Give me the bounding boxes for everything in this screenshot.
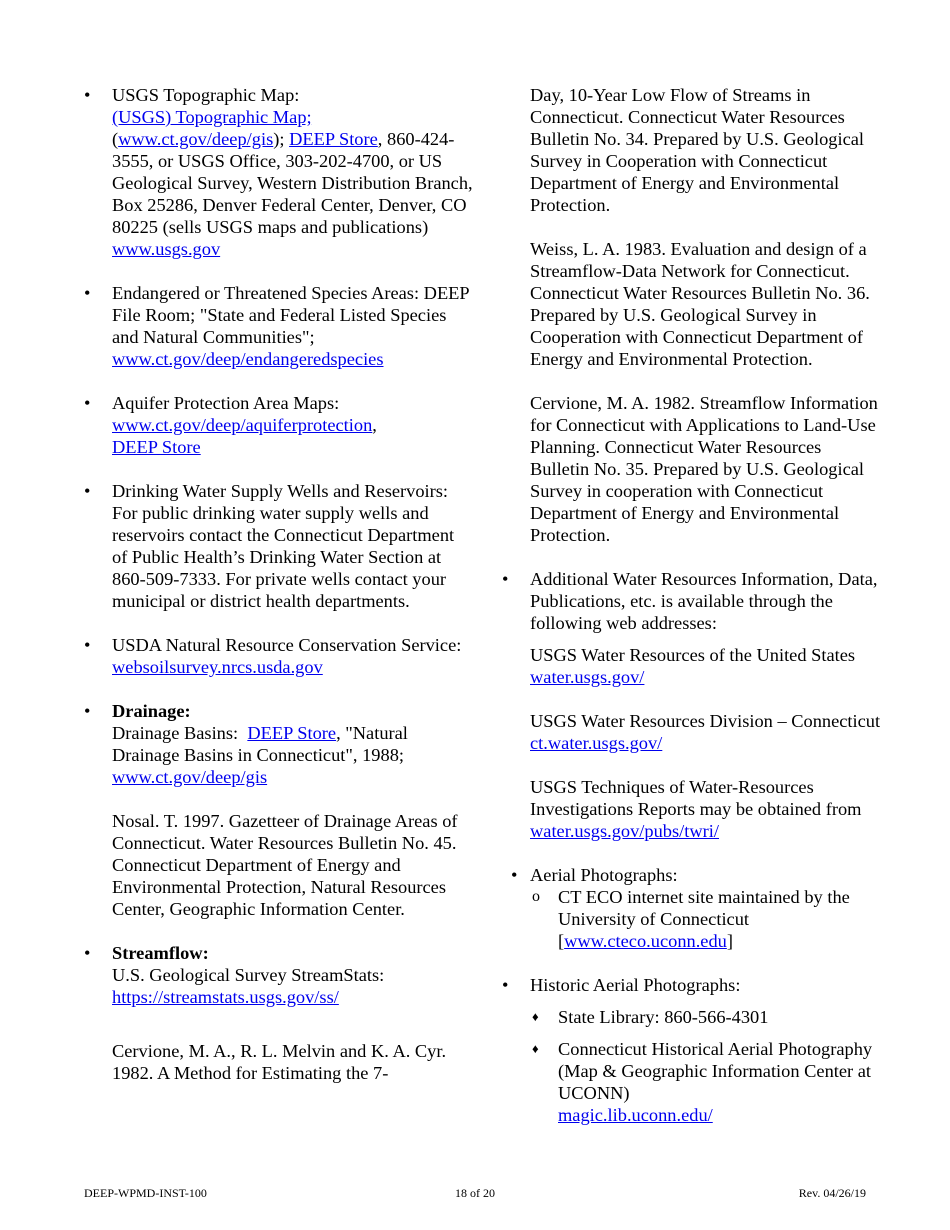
twri-resource xyxy=(502,776,882,842)
usgs-ct-resource xyxy=(502,710,890,754)
diamond-bullet-icon: ♦ xyxy=(532,1041,539,1056)
ct-water-usgs-link[interactable]: ct.water.usgs.gov/ xyxy=(530,733,663,753)
topo-open-paren: ( xyxy=(112,129,119,149)
twri-text: USGS Techniques of Water-Resources Investigations Reports may be obtained from xyxy=(530,777,862,819)
bullet-icon: • xyxy=(84,701,91,721)
uconn-text: Connecticut Historical Aerial Photography (Map & Geographic Information Center at UCONN) xyxy=(558,1039,873,1103)
state-library-text: State Library: 860-566-4301 xyxy=(558,1007,769,1027)
historic-sub-item-state-library xyxy=(530,1006,882,1028)
additional-text: Additional Water Resources Information, Data, Publications, etc. is available through the following web addresses: xyxy=(530,569,878,633)
list-item-drinking-water xyxy=(84,480,474,612)
bullet-icon: • xyxy=(84,85,91,105)
list-item-aquifer-protection xyxy=(84,392,474,458)
circle-bullet-icon: o xyxy=(532,888,540,905)
usgs-us-text: USGS Water Resources of the United States xyxy=(530,645,856,665)
aquifer-comma: , xyxy=(372,415,377,435)
drinking-water-text: Drinking Water Supply Wells and Reservoirs: For public drinking water supply wells and reservoirs contact the Connecticut Department of Public Health’s Drinking Water Section at 860-509-7333. For private wells contact your municipal or district health departments. xyxy=(112,481,455,611)
websoilsurvey-link[interactable]: websoilsurvey.nrcs.usda.gov xyxy=(112,657,323,677)
usgs-gov-link[interactable]: www.usgs.gov xyxy=(112,239,221,259)
cteco-bracket-open: [ xyxy=(558,931,565,951)
bullet-icon: • xyxy=(502,975,509,995)
historic-sub-item-uconn xyxy=(530,1038,882,1126)
topo-separator: ); xyxy=(273,129,290,149)
deep-store-link[interactable]: DEEP Store xyxy=(289,129,378,149)
list-item-streamflow xyxy=(84,942,474,1008)
streamstats-text: U.S. Geological Survey StreamStats: xyxy=(112,965,385,985)
historic-label: Historic Aerial Photographs: xyxy=(530,975,741,995)
aerial-sub-item xyxy=(530,886,882,952)
cervione-citation-continued: Day, 10-Year Low Flow of Streams in Connecticut. Connecticut Water Resources Bulletin No. 34. Prepared by U.S. Geological Survey in Cooperation with Connecticut Department of Energy and Environmental Protection. xyxy=(530,85,865,215)
weiss-citation: Weiss, L. A. 1983. Evaluation and design of a Streamflow-Data Network for Connecticut. Connecticut Water Resources Bulletin No. 36. Prepared by U.S. Geological Survey in Cooperation with Connecticut Department of Energy and Environmental Protection. xyxy=(530,239,870,369)
drainage-deep-store-link[interactable]: DEEP Store xyxy=(247,723,337,743)
bullet-icon: • xyxy=(84,393,91,413)
bullet-icon: • xyxy=(84,635,91,655)
right-column xyxy=(502,84,890,1126)
aerial-label: Aerial Photographs: xyxy=(530,865,678,885)
endangered-species-link[interactable]: www.ct.gov/deep/endangeredspecies xyxy=(112,349,384,369)
endangered-text: Endangered or Threatened Species Areas: DEEP File Room; "State and Federal Listed Species and Natural Communities"; xyxy=(112,283,469,347)
usgs-us-resource xyxy=(502,644,882,688)
diamond-bullet-icon: ♦ xyxy=(532,1009,539,1024)
cteco-link[interactable]: www.cteco.uconn.edu xyxy=(564,931,727,951)
footer-document-id: DEEP-WPMD-INST-100 xyxy=(84,1186,207,1200)
topo-label: USGS Topographic Map: xyxy=(112,85,300,105)
usda-text: USDA Natural Resource Conservation Service: xyxy=(112,635,462,655)
aquifer-deep-store-link[interactable]: DEEP Store xyxy=(112,437,201,457)
list-item-historic-aerial xyxy=(502,974,882,1126)
list-item-drainage xyxy=(84,700,474,788)
bullet-icon: • xyxy=(502,569,509,589)
list-item-topographic-map xyxy=(84,84,474,260)
bullet-icon: • xyxy=(84,283,91,303)
bullet-icon: • xyxy=(84,943,91,963)
water-usgs-link[interactable]: water.usgs.gov/ xyxy=(530,667,645,687)
drainage-heading: Drainage: xyxy=(112,701,191,721)
streamstats-link[interactable]: https://streamstats.usgs.gov/ss/ xyxy=(112,987,339,1007)
footer-page-number: 18 of 20 xyxy=(455,1186,495,1200)
streamflow-heading: Streamflow: xyxy=(112,943,209,963)
bullet-icon: • xyxy=(511,865,518,885)
drainage-prefix: Drainage Basins: xyxy=(112,723,248,743)
cervione-citation-start: Cervione, M. A., R. L. Melvin and K. A. Cyr. 1982. A Method for Estimating the 7- xyxy=(112,1041,447,1083)
aquifer-label: Aquifer Protection Area Maps: xyxy=(112,393,340,413)
deep-gis-link[interactable]: www.ct.gov/deep/gis xyxy=(118,129,274,149)
list-item-endangered-species xyxy=(84,282,474,370)
magic-uconn-link[interactable]: magic.lib.uconn.edu/ xyxy=(558,1105,713,1125)
cteco-bracket-close: ] xyxy=(726,931,733,951)
drainage-gis-link[interactable]: www.ct.gov/deep/gis xyxy=(112,767,268,787)
topo-map-link[interactable]: (USGS) Topographic Map; xyxy=(112,107,312,127)
twri-link[interactable]: water.usgs.gov/pubs/twri/ xyxy=(530,821,720,841)
list-item-aerial-photographs xyxy=(502,864,882,952)
drainage-text: , "Natural Drainage Basins in Connecticut", 1988; xyxy=(112,723,408,765)
list-item-additional-resources xyxy=(502,568,882,634)
usgs-ct-text: USGS Water Resources Division – Connecticut xyxy=(530,711,890,731)
footer-revision-date: Rev. 04/26/19 xyxy=(798,1186,866,1200)
left-column xyxy=(84,84,474,1084)
aquifer-protection-link[interactable]: www.ct.gov/deep/aquiferprotection xyxy=(112,415,373,435)
topo-text: , 860-424-3555, or USGS Office, 303-202-4700, or US Geological Survey, Western Distribution Branch, Box 25286, Denver Federal Center, Denver, CO 80225 (sells USGS maps and publications) xyxy=(112,129,473,237)
list-item-usda xyxy=(84,634,474,678)
nosal-citation: Nosal. T. 1997. Gazetteer of Drainage Areas of Connecticut. Water Resources Bulletin No. 45. Connecticut Department of Energy and Environmental Protection, Natural Resources Center, Geographic Information Center. xyxy=(112,811,458,919)
bullet-icon: • xyxy=(84,481,91,501)
cervione-1982-citation: Cervione, M. A. 1982. Streamflow Information for Connecticut with Applications to Land-Use Planning. Connecticut Water Resources Bulletin No. 35. Prepared by U.S. Geological Survey in cooperation with Connecticut Department of Energy and Environmental Protection. xyxy=(530,393,878,545)
cteco-text: CT ECO internet site maintained by the University of Connecticut xyxy=(558,887,850,929)
